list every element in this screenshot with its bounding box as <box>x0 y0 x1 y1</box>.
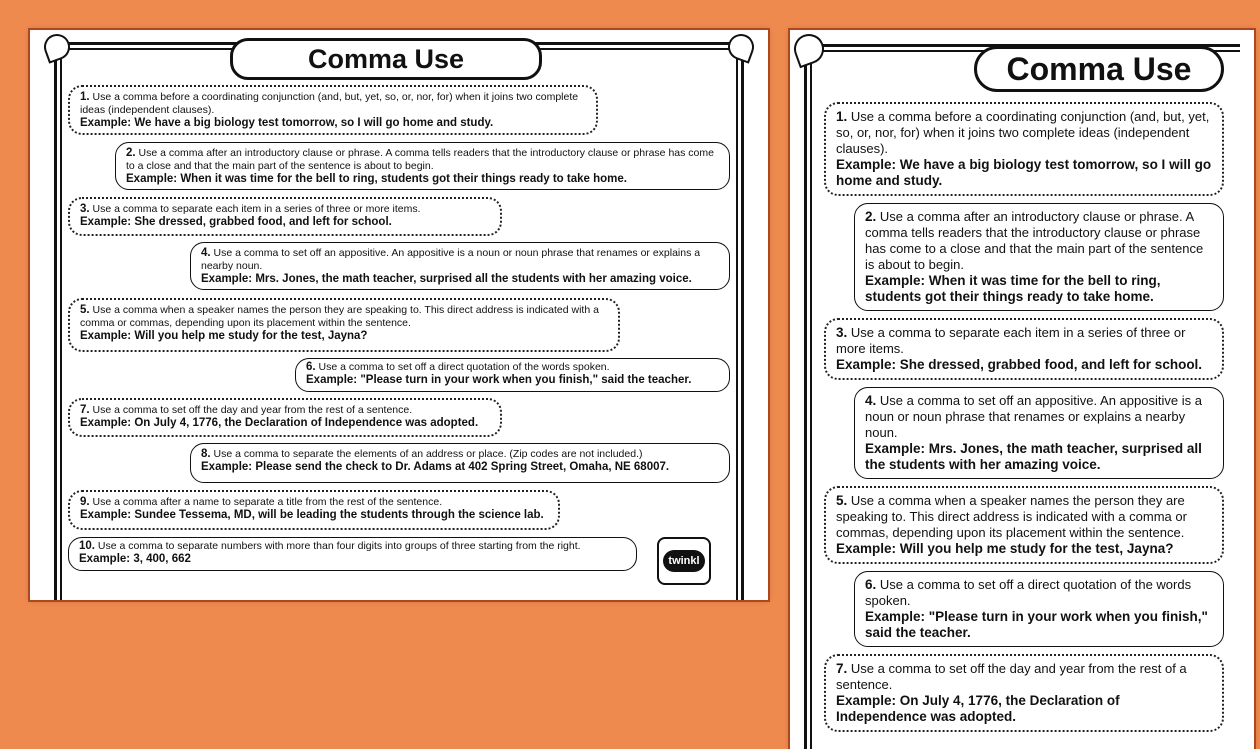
rule-number: 3. <box>80 203 90 215</box>
worksheet-page <box>30 30 768 600</box>
rule-example: Example: We have a big biology test tomorrow, so I will go home and study. <box>80 117 494 129</box>
rule-example: Example: 3, 400, 662 <box>79 553 191 565</box>
rule-example: Example: Mrs. Jones, the math teacher, surprised all the students with her amazing voice. <box>201 273 692 285</box>
rule-text: Use a comma after a name to separate a title from the rest of the sentence. <box>92 496 443 508</box>
scroll-curl-icon <box>40 30 73 63</box>
rule-number: 1. <box>80 91 90 103</box>
rule-text: Use a comma after an introductory clause or phrase. A comma tells readers that the introductory clause or phrase has come to a close and that the main part of the sentence is about to begin. <box>126 147 714 172</box>
rule-text: Use a comma before a coordinating conjunction (and, but, yet, so, or, nor, for) when it joins two complete ideas (independent clauses). <box>80 91 579 116</box>
rule-number: 9. <box>80 496 90 508</box>
rule-number: 3. <box>836 325 848 340</box>
rule-example: Example: Will you help me study for the test, Jayna? <box>836 541 1174 556</box>
rule-text: Use a comma to separate numbers with more than four digits into groups of three starting from the right. <box>97 540 581 552</box>
frame-border <box>736 50 744 600</box>
rule-example: Example: Mrs. Jones, the math teacher, surprised all the students with her amazing voice. <box>865 441 1202 472</box>
rule-text: Use a comma to set off an appositive. An appositive is a noun or noun phrase that renames or explains a nearby noun. <box>865 393 1202 440</box>
rule-example: Example: "Please turn in your work when you finish," said the teacher. <box>865 609 1208 640</box>
rule-number: 7. <box>80 404 90 416</box>
rule-example: Example: Sundee Tessema, MD, will be leading the students through the science lab. <box>80 509 544 521</box>
page-title: Comma Use <box>1006 50 1192 87</box>
rule-7 <box>824 654 1224 732</box>
logo-text: twinkl <box>663 550 704 572</box>
rule-text: Use a comma to set off the day and year from the rest of a sentence. <box>92 404 413 416</box>
rule-text: Use a comma before a coordinating conjunction (and, but, yet, so, or, nor, for) when it joins two complete ideas (independent clauses). <box>836 109 1210 156</box>
rule-number: 5. <box>836 493 848 508</box>
rule-7 <box>68 398 502 437</box>
rule-example: Example: When it was time for the bell to ring, students got their things ready to take home. <box>865 273 1161 304</box>
scroll-curl-icon <box>790 30 828 68</box>
frame-border <box>804 52 812 749</box>
rule-6 <box>295 358 730 392</box>
worksheet-page-zoomed <box>790 30 1254 749</box>
frame-border <box>54 50 62 600</box>
title-banner <box>230 38 542 80</box>
rule-number: 2. <box>865 209 877 224</box>
rule-number: 10. <box>79 540 95 552</box>
rule-8 <box>190 443 730 483</box>
rule-3 <box>824 318 1224 380</box>
rule-text: Use a comma to separate each item in a series of three or more items. <box>92 203 421 215</box>
rule-example: Example: On July 4, 1776, the Declaration of Independence was adopted. <box>836 693 1120 724</box>
rule-9 <box>68 490 560 530</box>
rule-example: Example: She dressed, grabbed food, and left for school. <box>80 216 392 228</box>
rule-1 <box>68 85 598 135</box>
rule-10 <box>68 537 637 571</box>
rule-number: 4. <box>865 393 877 408</box>
rule-2 <box>854 203 1224 311</box>
rule-number: 8. <box>201 448 211 460</box>
rule-number: 6. <box>865 577 877 592</box>
rule-2 <box>115 142 730 190</box>
rule-4 <box>854 387 1224 479</box>
page-title: Comma Use <box>307 43 465 74</box>
rule-text: Use a comma to separate the elements of an address or place. (Zip codes are not included.) <box>213 448 643 460</box>
title-banner <box>974 46 1224 92</box>
rule-number: 7. <box>836 661 848 676</box>
rule-text: Use a comma when a speaker names the person they are speaking to. This direct address is indicated with a comma or commas, depending upon its placement within the sentence. <box>80 304 599 329</box>
rule-3 <box>68 197 502 236</box>
rule-example: Example: Will you help me study for the test, Jayna? <box>80 330 368 342</box>
scroll-curl-icon <box>724 30 757 63</box>
rule-example: Example: Please send the check to Dr. Adams at 402 Spring Street, Omaha, NE 68007. <box>201 461 670 473</box>
rule-number: 1. <box>836 109 848 124</box>
rule-number: 6. <box>306 361 316 373</box>
rule-text: Use a comma to separate each item in a series of three or more items. <box>836 325 1186 356</box>
rule-5 <box>68 298 620 352</box>
rule-example: Example: On July 4, 1776, the Declaration of Independence was adopted. <box>80 417 479 429</box>
rule-example: Example: She dressed, grabbed food, and left for school. <box>836 357 1203 372</box>
rule-text: Use a comma to set off an appositive. An appositive is a noun or noun phrase that renames or explains a nearby noun. <box>201 247 701 272</box>
rule-text: Use a comma to set off the day and year from the rest of a sentence. <box>836 661 1187 692</box>
rule-text: Use a comma when a speaker names the person they are speaking to. This direct address is indicated with a comma or commas, depending upon its placement within the sentence. <box>836 493 1187 540</box>
twinkl-logo <box>657 537 711 585</box>
rule-1 <box>824 102 1224 196</box>
rule-text: Use a comma after an introductory clause or phrase. A comma tells readers that the introductory clause or phrase has come to a close and that the main part of the sentence is about to begin. <box>865 209 1204 272</box>
rule-4 <box>190 242 730 290</box>
rule-example: Example: "Please turn in your work when you finish," said the teacher. <box>306 374 692 386</box>
rule-example: Example: We have a big biology test tomorrow, so I will go home and study. <box>836 157 1212 188</box>
rule-example: Example: When it was time for the bell to ring, students got their things ready to take home. <box>126 173 627 185</box>
rule-text: Use a comma to set off a direct quotation of the words spoken. <box>318 361 610 373</box>
rule-5 <box>824 486 1224 564</box>
rule-number: 5. <box>80 304 90 316</box>
rule-6 <box>854 571 1224 647</box>
rule-number: 4. <box>201 247 211 259</box>
rule-number: 2. <box>126 147 136 159</box>
rule-text: Use a comma to set off a direct quotation of the words spoken. <box>865 577 1192 608</box>
